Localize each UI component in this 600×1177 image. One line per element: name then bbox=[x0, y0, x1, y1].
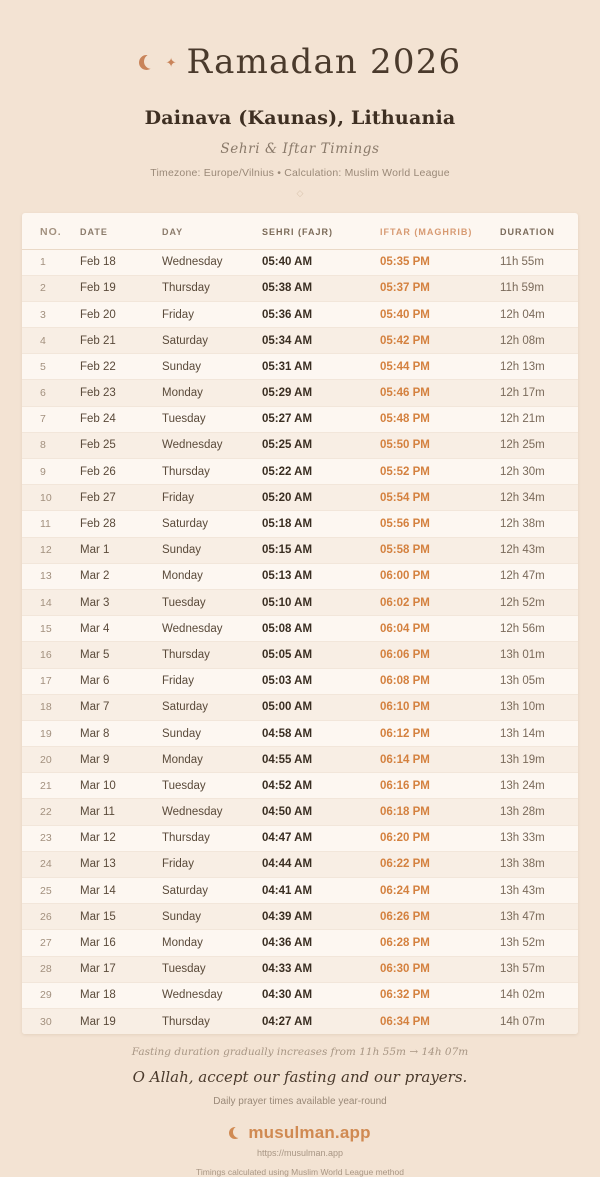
cell-day: Monday bbox=[162, 563, 262, 589]
tagline: Sehri & Iftar Timings bbox=[220, 140, 380, 157]
cell-sehri-time: 04:50 AM bbox=[262, 799, 380, 825]
table-row bbox=[22, 328, 578, 354]
cell-sehri-time: 05:15 AM bbox=[262, 537, 380, 563]
timings-table-card bbox=[22, 213, 578, 1035]
cell-no: 20 bbox=[22, 747, 80, 773]
cell-iftar-time: 06:32 PM bbox=[380, 982, 500, 1008]
crescent-moon-icon bbox=[139, 55, 156, 72]
cell-iftar-time: 05:35 PM bbox=[380, 249, 500, 275]
cell-duration: 13h 24m bbox=[500, 773, 578, 799]
cell-day: Thursday bbox=[162, 825, 262, 851]
cell-iftar-time: 06:22 PM bbox=[380, 851, 500, 877]
cell-sehri-time: 05:20 AM bbox=[262, 485, 380, 511]
table-row bbox=[22, 642, 578, 668]
cell-iftar-time: 05:56 PM bbox=[380, 511, 500, 537]
cell-duration: 13h 43m bbox=[500, 878, 578, 904]
cell-duration: 14h 07m bbox=[500, 1008, 578, 1034]
cell-sehri-time: 05:38 AM bbox=[262, 275, 380, 301]
cell-duration: 12h 56m bbox=[500, 616, 578, 642]
cell-no: 26 bbox=[22, 904, 80, 930]
cell-day: Tuesday bbox=[162, 956, 262, 982]
cell-date: Feb 27 bbox=[80, 485, 162, 511]
cell-sehri-time: 05:34 AM bbox=[262, 328, 380, 354]
cell-date: Mar 4 bbox=[80, 616, 162, 642]
cell-sehri-time: 05:29 AM bbox=[262, 380, 380, 406]
cell-sehri-time: 05:27 AM bbox=[262, 406, 380, 432]
cell-duration: 11h 55m bbox=[500, 249, 578, 275]
cell-day: Wednesday bbox=[162, 982, 262, 1008]
cell-duration: 12h 43m bbox=[500, 537, 578, 563]
cell-sehri-time: 05:13 AM bbox=[262, 563, 380, 589]
cell-sehri-time: 04:39 AM bbox=[262, 904, 380, 930]
table-row bbox=[22, 773, 578, 799]
cell-duration: 12h 17m bbox=[500, 380, 578, 406]
cell-duration: 13h 05m bbox=[500, 668, 578, 694]
cell-date: Mar 1 bbox=[80, 537, 162, 563]
cell-iftar-time: 06:28 PM bbox=[380, 930, 500, 956]
cell-sehri-time: 04:55 AM bbox=[262, 747, 380, 773]
cell-duration: 12h 21m bbox=[500, 406, 578, 432]
cell-sehri-time: 05:36 AM bbox=[262, 301, 380, 327]
cell-date: Feb 28 bbox=[80, 511, 162, 537]
table-row bbox=[22, 589, 578, 615]
brand-name[interactable]: musulman.app bbox=[248, 1123, 371, 1143]
cell-duration: 13h 10m bbox=[500, 694, 578, 720]
cell-no: 15 bbox=[22, 616, 80, 642]
table-header-row bbox=[22, 213, 578, 250]
cell-iftar-time: 06:14 PM bbox=[380, 747, 500, 773]
table-row bbox=[22, 616, 578, 642]
cell-sehri-time: 04:41 AM bbox=[262, 878, 380, 904]
cell-duration: 13h 01m bbox=[500, 642, 578, 668]
cell-iftar-time: 05:40 PM bbox=[380, 301, 500, 327]
cell-iftar-time: 06:18 PM bbox=[380, 799, 500, 825]
cell-date: Feb 23 bbox=[80, 380, 162, 406]
cell-sehri-time: 05:00 AM bbox=[262, 694, 380, 720]
cell-no: 5 bbox=[22, 354, 80, 380]
cell-date: Feb 19 bbox=[80, 275, 162, 301]
table-header bbox=[22, 213, 578, 250]
cell-duration: 12h 25m bbox=[500, 432, 578, 458]
cell-sehri-time: 05:08 AM bbox=[262, 616, 380, 642]
cell-date: Mar 17 bbox=[80, 956, 162, 982]
cell-date: Mar 2 bbox=[80, 563, 162, 589]
cell-iftar-time: 05:50 PM bbox=[380, 432, 500, 458]
cell-day: Wednesday bbox=[162, 249, 262, 275]
cell-iftar-time: 06:02 PM bbox=[380, 589, 500, 615]
cell-duration: 12h 38m bbox=[500, 511, 578, 537]
cell-sehri-time: 04:44 AM bbox=[262, 851, 380, 877]
cell-no: 1 bbox=[22, 249, 80, 275]
cell-no: 27 bbox=[22, 930, 80, 956]
cell-day: Wednesday bbox=[162, 799, 262, 825]
table-row bbox=[22, 432, 578, 458]
cell-date: Mar 3 bbox=[80, 589, 162, 615]
cell-iftar-time: 06:16 PM bbox=[380, 773, 500, 799]
column-header-iftar: IFTAR (MAGHRIB) bbox=[380, 213, 500, 250]
cell-sehri-time: 05:03 AM bbox=[262, 668, 380, 694]
cell-iftar-time: 06:04 PM bbox=[380, 616, 500, 642]
page-title: Ramadan 2026 bbox=[186, 41, 462, 82]
cell-sehri-time: 05:18 AM bbox=[262, 511, 380, 537]
cell-iftar-time: 05:54 PM bbox=[380, 485, 500, 511]
table-row bbox=[22, 485, 578, 511]
cell-no: 12 bbox=[22, 537, 80, 563]
cell-day: Saturday bbox=[162, 328, 262, 354]
cell-date: Mar 11 bbox=[80, 799, 162, 825]
cell-no: 7 bbox=[22, 406, 80, 432]
cell-date: Mar 6 bbox=[80, 668, 162, 694]
table-row bbox=[22, 747, 578, 773]
cell-duration: 12h 30m bbox=[500, 459, 578, 485]
table-row bbox=[22, 694, 578, 720]
table-row bbox=[22, 904, 578, 930]
cell-date: Feb 24 bbox=[80, 406, 162, 432]
cell-date: Mar 19 bbox=[80, 1008, 162, 1034]
cell-date: Mar 18 bbox=[80, 982, 162, 1008]
table-row bbox=[22, 563, 578, 589]
cell-no: 11 bbox=[22, 511, 80, 537]
cell-date: Mar 5 bbox=[80, 642, 162, 668]
cell-duration: 14h 02m bbox=[500, 982, 578, 1008]
cell-duration: 13h 38m bbox=[500, 851, 578, 877]
cell-no: 23 bbox=[22, 825, 80, 851]
table-row bbox=[22, 956, 578, 982]
column-header-date: DATE bbox=[80, 213, 162, 250]
cell-no: 9 bbox=[22, 459, 80, 485]
timings-table bbox=[22, 213, 578, 1035]
cell-no: 30 bbox=[22, 1008, 80, 1034]
cell-iftar-time: 06:00 PM bbox=[380, 563, 500, 589]
cell-day: Sunday bbox=[162, 537, 262, 563]
cell-no: 4 bbox=[22, 328, 80, 354]
cell-sehri-time: 05:22 AM bbox=[262, 459, 380, 485]
table-row bbox=[22, 799, 578, 825]
cell-no: 22 bbox=[22, 799, 80, 825]
cell-sehri-time: 05:40 AM bbox=[262, 249, 380, 275]
column-header-duration: DURATION bbox=[500, 213, 578, 250]
cell-duration: 13h 14m bbox=[500, 720, 578, 746]
column-header-no: NO. bbox=[22, 213, 80, 250]
cell-iftar-time: 06:34 PM bbox=[380, 1008, 500, 1034]
table-row bbox=[22, 982, 578, 1008]
cell-no: 14 bbox=[22, 589, 80, 615]
cell-iftar-time: 06:20 PM bbox=[380, 825, 500, 851]
cell-day: Tuesday bbox=[162, 773, 262, 799]
cell-day: Tuesday bbox=[162, 589, 262, 615]
cell-duration: 12h 04m bbox=[500, 301, 578, 327]
cell-duration: 12h 52m bbox=[500, 589, 578, 615]
table-row bbox=[22, 459, 578, 485]
table-row bbox=[22, 825, 578, 851]
cell-iftar-time: 05:44 PM bbox=[380, 354, 500, 380]
cell-day: Monday bbox=[162, 380, 262, 406]
cell-day: Friday bbox=[162, 301, 262, 327]
cell-day: Wednesday bbox=[162, 432, 262, 458]
cell-no: 29 bbox=[22, 982, 80, 1008]
cell-iftar-time: 06:06 PM bbox=[380, 642, 500, 668]
title-row bbox=[0, 22, 600, 102]
cell-iftar-time: 06:30 PM bbox=[380, 956, 500, 982]
cell-duration: 12h 13m bbox=[500, 354, 578, 380]
cell-date: Feb 21 bbox=[80, 328, 162, 354]
table-row bbox=[22, 930, 578, 956]
table-body bbox=[22, 249, 578, 1034]
table-row bbox=[22, 275, 578, 301]
availability-note: Daily prayer times available year-round bbox=[213, 1096, 387, 1108]
dua-text: O Allah, accept our fasting and our prayers. bbox=[132, 1068, 468, 1087]
star-icon: ✦ bbox=[165, 54, 177, 70]
cell-iftar-time: 05:58 PM bbox=[380, 537, 500, 563]
cell-day: Wednesday bbox=[162, 616, 262, 642]
cell-iftar-time: 06:10 PM bbox=[380, 694, 500, 720]
cell-no: 21 bbox=[22, 773, 80, 799]
cell-date: Mar 16 bbox=[80, 930, 162, 956]
cell-date: Feb 25 bbox=[80, 432, 162, 458]
cell-no: 18 bbox=[22, 694, 80, 720]
cell-date: Mar 14 bbox=[80, 878, 162, 904]
cell-day: Monday bbox=[162, 930, 262, 956]
cell-date: Feb 20 bbox=[80, 301, 162, 327]
cell-sehri-time: 05:25 AM bbox=[262, 432, 380, 458]
location-subtitle: Dainava (Kaunas), Lithuania bbox=[144, 106, 456, 129]
cell-no: 2 bbox=[22, 275, 80, 301]
cell-date: Mar 15 bbox=[80, 904, 162, 930]
column-header-day: DAY bbox=[162, 213, 262, 250]
cell-iftar-time: 05:52 PM bbox=[380, 459, 500, 485]
cell-no: 25 bbox=[22, 878, 80, 904]
table-row bbox=[22, 511, 578, 537]
cell-duration: 12h 47m bbox=[500, 563, 578, 589]
cell-date: Mar 13 bbox=[80, 851, 162, 877]
cell-sehri-time: 05:31 AM bbox=[262, 354, 380, 380]
brand-crescent-moon-icon bbox=[229, 1127, 242, 1140]
cell-sehri-time: 05:05 AM bbox=[262, 642, 380, 668]
cell-duration: 12h 34m bbox=[500, 485, 578, 511]
cell-iftar-time: 05:37 PM bbox=[380, 275, 500, 301]
cell-duration: 13h 47m bbox=[500, 904, 578, 930]
cell-duration: 12h 08m bbox=[500, 328, 578, 354]
cell-no: 8 bbox=[22, 432, 80, 458]
calculation-note: Timings calculated using Muslim World League method bbox=[196, 1167, 404, 1177]
cell-no: 13 bbox=[22, 563, 80, 589]
cell-duration: 13h 19m bbox=[500, 747, 578, 773]
cell-sehri-time: 04:58 AM bbox=[262, 720, 380, 746]
cell-day: Sunday bbox=[162, 354, 262, 380]
cell-day: Saturday bbox=[162, 878, 262, 904]
cell-sehri-time: 05:10 AM bbox=[262, 589, 380, 615]
cell-date: Feb 22 bbox=[80, 354, 162, 380]
meta-info: Timezone: Europe/Vilnius • Calculation: Muslim World League bbox=[150, 166, 450, 179]
cell-sehri-time: 04:33 AM bbox=[262, 956, 380, 982]
cell-day: Friday bbox=[162, 485, 262, 511]
cell-day: Thursday bbox=[162, 275, 262, 301]
cell-duration: 13h 57m bbox=[500, 956, 578, 982]
cell-sehri-time: 04:52 AM bbox=[262, 773, 380, 799]
cell-day: Sunday bbox=[162, 720, 262, 746]
duration-note: Fasting duration gradually increases from 11h 55m → 14h 07m bbox=[131, 1046, 469, 1059]
cell-duration: 11h 59m bbox=[500, 275, 578, 301]
table-row bbox=[22, 851, 578, 877]
cell-date: Feb 18 bbox=[80, 249, 162, 275]
cell-day: Tuesday bbox=[162, 406, 262, 432]
cell-date: Mar 7 bbox=[80, 694, 162, 720]
cell-date: Mar 9 bbox=[80, 747, 162, 773]
cell-no: 10 bbox=[22, 485, 80, 511]
table-row bbox=[22, 249, 578, 275]
cell-no: 24 bbox=[22, 851, 80, 877]
cell-iftar-time: 05:42 PM bbox=[380, 328, 500, 354]
cell-duration: 13h 52m bbox=[500, 930, 578, 956]
cell-iftar-time: 06:08 PM bbox=[380, 668, 500, 694]
table-row bbox=[22, 720, 578, 746]
cell-iftar-time: 06:26 PM bbox=[380, 904, 500, 930]
cell-day: Friday bbox=[162, 668, 262, 694]
table-row bbox=[22, 380, 578, 406]
brand-url[interactable]: https://musulman.app bbox=[256, 1148, 344, 1159]
cell-iftar-time: 05:46 PM bbox=[380, 380, 500, 406]
cell-no: 3 bbox=[22, 301, 80, 327]
cell-date: Mar 8 bbox=[80, 720, 162, 746]
cell-no: 6 bbox=[22, 380, 80, 406]
table-row bbox=[22, 354, 578, 380]
cell-iftar-time: 06:12 PM bbox=[380, 720, 500, 746]
brand-block[interactable] bbox=[0, 1123, 600, 1143]
cell-date: Mar 10 bbox=[80, 773, 162, 799]
cell-no: 17 bbox=[22, 668, 80, 694]
cell-day: Friday bbox=[162, 851, 262, 877]
cell-iftar-time: 06:24 PM bbox=[380, 878, 500, 904]
cell-sehri-time: 04:30 AM bbox=[262, 982, 380, 1008]
cell-day: Monday bbox=[162, 747, 262, 773]
cell-date: Feb 26 bbox=[80, 459, 162, 485]
cell-day: Saturday bbox=[162, 511, 262, 537]
cell-no: 28 bbox=[22, 956, 80, 982]
table-row bbox=[22, 406, 578, 432]
page-footer bbox=[0, 1046, 600, 1177]
cell-day: Thursday bbox=[162, 642, 262, 668]
cell-duration: 13h 33m bbox=[500, 825, 578, 851]
diamond-ornament-icon: ◇ bbox=[296, 187, 304, 198]
cell-date: Mar 12 bbox=[80, 825, 162, 851]
column-header-sehri: SEHRI (FAJR) bbox=[262, 213, 380, 250]
cell-sehri-time: 04:47 AM bbox=[262, 825, 380, 851]
cell-sehri-time: 04:27 AM bbox=[262, 1008, 380, 1034]
cell-day: Saturday bbox=[162, 694, 262, 720]
table-row bbox=[22, 537, 578, 563]
cell-sehri-time: 04:36 AM bbox=[262, 930, 380, 956]
table-row bbox=[22, 878, 578, 904]
cell-no: 16 bbox=[22, 642, 80, 668]
cell-day: Sunday bbox=[162, 904, 262, 930]
table-row bbox=[22, 1008, 578, 1034]
table-row bbox=[22, 668, 578, 694]
cell-duration: 13h 28m bbox=[500, 799, 578, 825]
cell-day: Thursday bbox=[162, 459, 262, 485]
cell-iftar-time: 05:48 PM bbox=[380, 406, 500, 432]
cell-no: 19 bbox=[22, 720, 80, 746]
cell-day: Thursday bbox=[162, 1008, 262, 1034]
page-header bbox=[0, 0, 600, 199]
table-row bbox=[22, 301, 578, 327]
